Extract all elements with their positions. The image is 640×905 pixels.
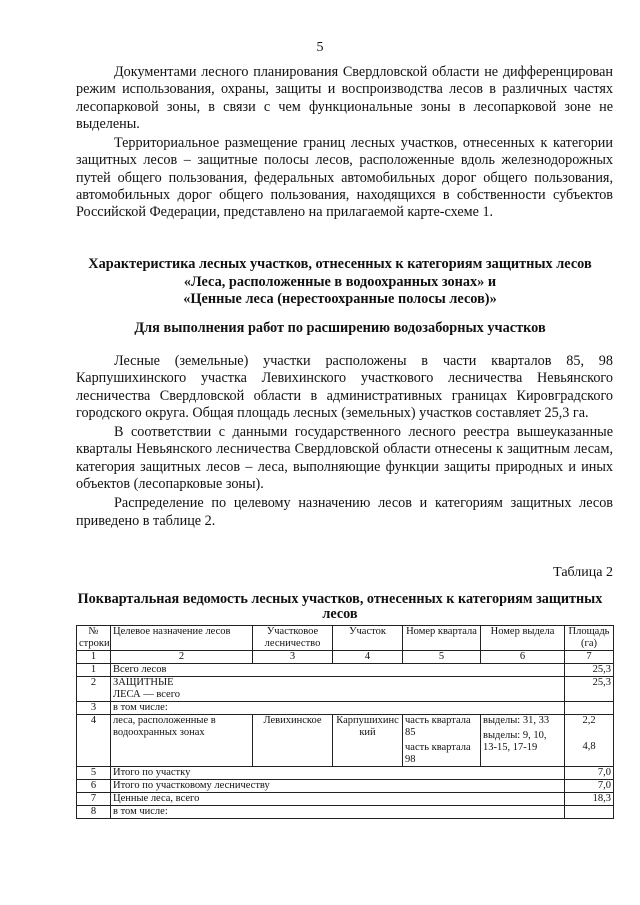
table-row <box>77 677 614 702</box>
row-area: 25,3 <box>565 677 614 702</box>
row-area <box>565 702 614 715</box>
row-plot: Карпушихинский <box>333 715 403 767</box>
quarter-entry: часть квартала 98 <box>405 742 471 765</box>
row-number: 8 <box>77 806 111 819</box>
column-number: 6 <box>481 651 565 664</box>
column-number: 7 <box>565 651 614 664</box>
table-row <box>77 664 614 677</box>
column-number: 1 <box>77 651 111 664</box>
row-number: 4 <box>77 715 111 767</box>
column-header: № строки <box>77 626 111 651</box>
column-header: Целевое назначение лесов <box>111 626 253 651</box>
forest-plots-table <box>76 625 614 819</box>
divisions-entry: выделы: 31, 33 <box>483 715 550 726</box>
table-label: Таблица 2 <box>553 565 613 580</box>
paragraph: Распределение по целевому назначению лесов и категориям защитных лесов приведено в таблице 2. <box>76 495 613 529</box>
row-number: 5 <box>77 767 111 780</box>
paragraph: В соответствии с данными государственного лесного реестра вышеуказанные кварталы Невьянского лесничества Свердловской области отнесены к защитным лесам, категория защитных лесов – леса, выполняющие функции защиты природных и иных объектов (лесопарковые зоны). <box>76 424 613 493</box>
table-row <box>77 715 614 767</box>
column-number: 4 <box>333 651 403 664</box>
section-heading-line: Характеристика лесных участков, отнесенных к категориям защитных лесов <box>88 256 592 272</box>
row-purpose: Ценные леса, всего <box>111 793 565 806</box>
column-number: 2 <box>111 651 253 664</box>
row-area <box>565 715 614 767</box>
paragraph: Документами лесного планирования Свердловской области не дифференцирован режим использования, охраны, защиты и воспроизводства лесов в различных частях лесопарковой зоны, в связи с чем функциональные зоны в лесопарковой зоне не выделены. <box>76 64 613 132</box>
quarter-entry: часть квартала 85 <box>405 715 471 738</box>
row-area: 25,3 <box>565 664 614 677</box>
section-heading <box>60 256 620 309</box>
row-number: 2 <box>77 677 111 702</box>
subheading: Для выполнения работ по расширению водозаборных участков <box>134 320 546 336</box>
row-quarter <box>403 715 481 767</box>
table-row <box>77 702 614 715</box>
column-number: 3 <box>253 651 333 664</box>
table-header-row <box>77 626 614 651</box>
row-purpose: леса, расположенные в водоохранных зонах <box>111 715 253 767</box>
intro-text <box>76 64 613 222</box>
column-header: Номер выдела <box>481 626 565 651</box>
section-heading-line: «Леса, расположенные в водоохранных зонах» и <box>183 273 497 290</box>
page-number: 5 <box>316 40 324 55</box>
row-purpose-text: ЗАЩИТНЫЕ ЛЕСА — всего <box>113 677 180 700</box>
row-area: 7,0 <box>565 767 614 780</box>
row-purpose: Итого по участку <box>111 767 565 780</box>
table-title: Поквартальная ведомость лесных участков, отнесенных к категориям защитных лесов <box>77 591 603 622</box>
row-area: 7,0 <box>565 780 614 793</box>
row-number: 6 <box>77 780 111 793</box>
column-header: Площадь (га) <box>565 626 614 651</box>
row-area <box>565 806 614 819</box>
table-row <box>77 780 614 793</box>
row-number: 7 <box>77 793 111 806</box>
column-number-row <box>77 651 614 664</box>
column-header: Участковое лесничество <box>253 626 333 651</box>
column-header: Участок <box>333 626 403 651</box>
row-forestry: Левихинское <box>253 715 333 767</box>
table-row <box>77 767 614 780</box>
table-row <box>77 806 614 819</box>
section-heading-line: «Ценные леса (нерестоохранные полосы лесов)» <box>183 291 497 307</box>
row-purpose: Всего лесов <box>111 664 565 677</box>
row-divisions <box>481 715 565 767</box>
row-number: 1 <box>77 664 111 677</box>
paragraph: Лесные (земельные) участки расположены в части кварталов 85, 98 Карпушихинского участка Левихинского участкового лесничества Невьянского лесничества Свердловской области в административных границах Кировградского городского округа. Общая площадь лесных (земельных) участков составляет 25,3 га. <box>76 353 613 421</box>
row-number: 3 <box>77 702 111 715</box>
table-row <box>77 793 614 806</box>
row-area: 18,3 <box>565 793 614 806</box>
area-entry: 4,8 <box>582 741 596 752</box>
column-header: Номер квартала <box>403 626 481 651</box>
area-entry: 2,2 <box>582 715 596 726</box>
column-number: 5 <box>403 651 481 664</box>
row-purpose <box>111 677 565 702</box>
row-purpose: Итого по участковому лесничеству <box>111 780 565 793</box>
paragraph: Территориальное размещение границ лесных участков, отнесенных к категории защитных лесов – защитные полосы лесов, расположенные вдоль железнодорожных путей общего пользования, федеральных автомобильных дорог общего пользования, автомобильных дорог общего пользования, находящихся в собственности субъектов Российской Федерации, представлено на прилагаемой карте-схеме 1. <box>76 135 613 221</box>
row-purpose: в том числе: <box>111 702 565 715</box>
divisions-entry: выделы: 9, 10, 13-15, 17-19 <box>483 730 547 753</box>
row-purpose: в том числе: <box>111 806 565 819</box>
body-text <box>76 353 613 530</box>
